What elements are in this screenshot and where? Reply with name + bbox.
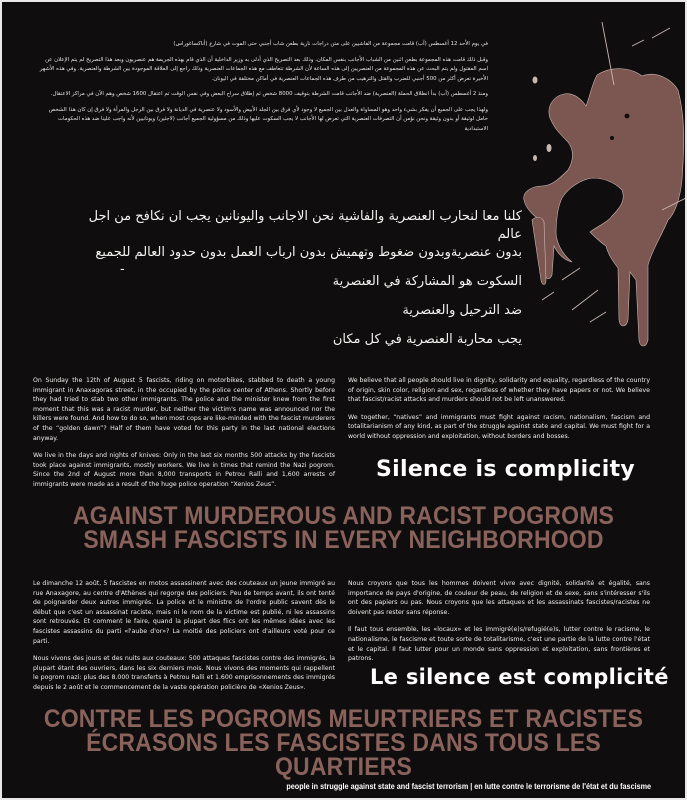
footer-tagline: people in struggle against state and fascist terrorism | en lutte contre le terrorisme de l'état et du fascisme (286, 781, 651, 791)
arabic-paragraph: ومنذ 2 أغسطس (آب) بدأ انطلاق الحملة (العنصرية) ضد الأجانب قامت الشرطة بتوقيف 8000 شخص ثم إطلاق سراح البعض وفي نفس الوقت تم اعتقال 1600 شخص وهم الآن في مراكز الاعتقال. (50, 91, 488, 97)
english-paragraph: We together, “natives” and immigrants must fight against racism, nationalism, fascism and totalitarianism of any kind, as part of the struggle against state and capital. We must fight for a world without oppression and exploitation, without borders and bosses. (348, 413, 650, 440)
french-paragraph: Nous croyons que tous les hommes doivent vivre avec dignité, solidarité et égalité, sans importance de pays d'origine, de couleur de peau, de religion et de sexe, sans s'intéresser s'ils ont des papiers ou pas. Nous croyons que les attaques et les assassinats fascistes/racistes ne doivent pas rester sans réponse. (348, 580, 650, 616)
arabic-body-text (38, 40, 488, 140)
arabic-slogan-line: يجب محاربة العنصرية في كل مكان (332, 332, 522, 347)
french-paragraph: Il faut tous ensemble, les «locaux» et les immigré(e)s/refugié(e)s, lutter contre le racisme, le nationalisme, le fascisme et toute sorte de totalitarisme, c'est une partie de la lutte contre l'état et le capital. Il faut lutter pour un monde sans oppression et exploitation, sans frontières et patrons. (348, 626, 650, 663)
arabic-slogan-line: كلنا معا لنحارب العنصرية والفاشية نحن الاجانب واليونانين يجب ان نكافح من اجل عالم (88, 209, 522, 242)
french-slogan: Le silence est complicité (370, 665, 669, 689)
headline-line: AGAINST MURDEROUS AND RACIST POGROMS (72, 502, 615, 530)
english-paragraph: We live in the days and nights of knives: Only in the last six months 500 attacks by the fascists took place against immigrants, mostly workers. We live in times that remind the Nazi pogrom. Since the 2nd of August more than 8,000 transports in Petrou Ralli and 1,600 arrests of immigrants were made as a result of the huge police operation “Xenios Zeus”. (33, 452, 335, 488)
arabic-slogan-line: السكوت هو المشاركة في العنصرية (332, 274, 522, 289)
arabic-slogan-line: بدون عنصريةوبدون ضغوط وتهميش بدون ارباب العمل بدون حدود العالم للجميع (95, 245, 522, 260)
arabic-slogan-line: ضد الترحيل والعنصرية (402, 303, 522, 318)
english-right-column (348, 376, 650, 450)
headline-line: SMASH FASCISTS IN EVERY NEIGHBORHOOD (83, 526, 604, 554)
english-slogan: Silence is complicity (376, 457, 636, 482)
arabic-slogans (82, 208, 522, 360)
french-right-column (348, 579, 650, 672)
blood-splatter-icon (502, 10, 685, 355)
english-paragraph: We believe that all people should live in dignity, solidarity and equality, regardless of the country of origin, skin color, religion and sex, regardless of whether they have papers or not. We believe that fascist/racist attacks and murders should not be left unanswered. (348, 377, 650, 404)
english-left-column (33, 376, 335, 498)
french-paragraph: Le dimanche 12 août, 5 fascistes en motos assassinent avec des couteaux un jeune immigré au rue Anaxagore, au centre d'Athènes qui regorge des policiers. Peu de temps avant, ils ont tenté de poignarder deux autres immigrés. La police et le ministre de l'ordre public savent dès le début que c'est un assassinat raciste, mais ni le nom de la victime est publié, ni les assassins sont retrouvés. Et comment le faire, quand la plupart des flics ont les mêmes idées avec les fascistes assassins du parti «l'aube d'or»? La moitié des policiers ont d'ailleurs voté pour ce parti. (33, 580, 335, 645)
arabic-paragraph: ولهذا يجب على الجميع أن يفكر بشيء واحد وهو المساواة والعدل بين الجميع لا وجود لأي فرق بين الجلد الأبيض والأسود ولا عنصرية في الديانة ولا فرق بين الرجل والمرأة ولا فرق إن كان هذا الشخص حامل لوثيقة أو بدون وثيقة ونحن نؤمن أن التصرفات العنصرية التي تعرض لها الأجانب لا يجب السكوت عليها وذلك من مسؤولية الجميع أجانب (لاجئين) ويونانيين لأنه واجب علينا ضد هذه الحكومات الاستبدادية (48, 106, 488, 132)
arabic-dash: - (120, 262, 125, 277)
arabic-paragraph: وقبل ذلك قامت هذه المجموعة بطعن اثنين من الشباب الأجانب بنفس المكان، وذلك بعد التصريح الذي أدلى به وزير الداخلية أن الذي قام بهذه الجريمة هم عنصريون وبعد هذا التصريح لم يتم الإعلان عن اسم المقتول ولم يتم البحث عن هذه المجموعة من العنصريين إلى هذه الساعة لأن الشرطة تتعاطف مع هذه الجماعات العنصرية وذلك راجع إلى العلاقة الموجودة بين الشرطة والعنصرية. وفي هذه الأشهر الأخيرة تعرض أكثر من 500 أجنبي للضرب والقتل والترهيب من طرف هذه الجماعات العنصرية في أماكن مختلفة في اليونان. (39, 56, 488, 82)
english-headline (29, 504, 657, 552)
headline-line: CONTRE LES POGROMS MEURTRIERS ET RACISTES (43, 705, 644, 733)
poster (2, 2, 685, 798)
english-paragraph: On Sunday the 12th of August 5 fascists, riding on motorbikes, stabbed to death a young immigrant in Anaxagoras street, in the occupied by the police center of Athens. Shortly before they had tried to stab two other immigrants. The police and the minister knew from the first moment that this was a racist murder, but neither the victim's name was announced nor the killers were found. And how to do so, when most cops are like-minded with the fascist murderers of the “golden dawn”? Half of them have voted for this party in the last national elections anyway. (33, 377, 335, 442)
french-paragraph: Nous vivons des jours et des nuits aux couteaux: 500 attaques fascistes contre des immigrés, la plupart étant des ouvriers, dans les six derniers mois. Nous vivons des moments qui rappellent le pogrom nazi: plus des 8.000 transferts à Petrou Ralli et 1.600 emprisonnements des immigrés depuis le 2 août et le commencement de la vaste opération policière de «Xenios Zeus». (33, 655, 335, 691)
arabic-paragraph: في يوم الأحد 12 أغسطس (آب) قامت مجموعة من الفاشيين على متن دراجات نارية بطعن شاب أجنبي حتى الموت في شارع (أناكساغوراس) (173, 41, 488, 47)
headline-line: ÉCRASONS LES FASCISTES DANS TOUS LES QUARTIERS (86, 729, 601, 781)
french-headline (29, 707, 657, 779)
french-left-column (33, 579, 335, 701)
